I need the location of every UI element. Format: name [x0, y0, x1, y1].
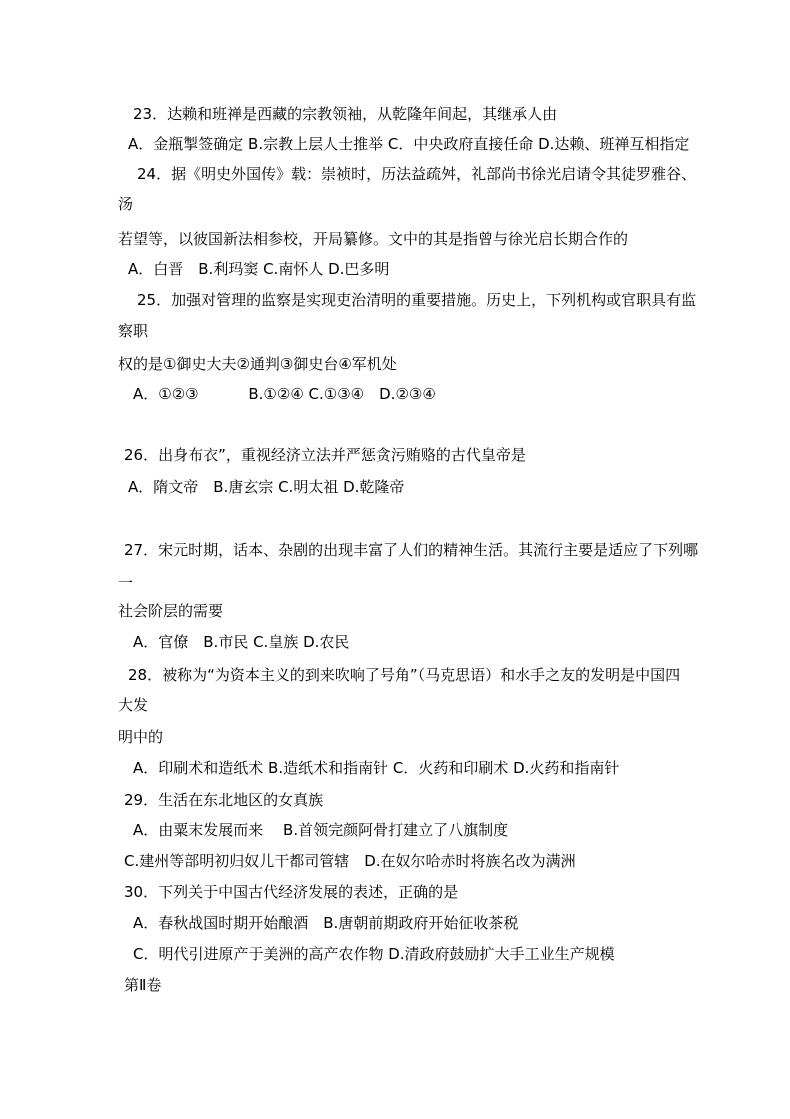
q27-stem: 27．宋元时期，话本、杂剧的出现丰富了人们的精神生活。其流行主要是适应了下列哪: [124, 541, 699, 559]
q30-options-row-2: C．明代引进原产于美洲的高产农作物 D.清政府鼓励扩大手工业生产规模: [133, 945, 615, 963]
q25-stem: 25．加强对管理的监察是实现吏治清明的重要措施。历史上，下列机构或官职具有监: [137, 291, 697, 309]
q29-stem: 29．生活在东北地区的女真族: [124, 791, 324, 809]
q28-stem: 28．被称为“为资本主义的到来吹响了号角”（马克思语）和水手之友的发明是中国四: [128, 666, 681, 684]
q30-options-row-1: A．春秋战国时期开始酿酒 B.唐朝前期政府开始征收茶税: [133, 914, 519, 932]
q28-options: A．印刷术和造纸术 B.造纸术和指南针 C．火药和印刷术 D.火药和指南针: [133, 759, 620, 777]
q24-options: A．白晋 B.利玛窦 C.南怀人 D.巴多明: [128, 260, 390, 278]
q30-stem: 30．下列关于中国古代经济发展的表述，正确的是: [124, 883, 459, 901]
q24-stem: 24．据《明史外国传》载：崇祯时，历法益疏舛，礼部尚书徐光启请令其徒罗雅谷、: [137, 165, 697, 183]
q25-stem-wrap-2: 权的是①御史大夫②通判③御史台④军机处: [118, 355, 397, 373]
q29-options-row-1: A．由粟末发展而来 B.首领完颜阿骨打建立了八旗制度: [133, 821, 509, 839]
q24-stem-wrap-2: 若望等，以彼国新法相参校，开局纂修。文中的其是指曾与徐光启长期合作的: [118, 230, 629, 248]
q26-options: A．隋文帝 B.唐玄宗 C.明太祖 D.乾隆帝: [128, 478, 405, 496]
section-heading: 第Ⅱ卷: [124, 976, 162, 994]
q27-stem-wrap-1: 一: [118, 574, 134, 592]
q23-stem: 23．达赖和班禅是西藏的宗教领袖，从乾隆年间起，其继承人由: [133, 105, 558, 123]
q29-options-row-2: C.建州等部明初归奴儿干都司管辖 D.在奴尔哈赤时将族名改为满洲: [124, 852, 576, 870]
q28-stem-wrap-1: 大发: [118, 696, 149, 714]
q27-stem-wrap-2: 社会阶层的需要: [118, 602, 224, 620]
q23-options: A．金瓶掣签确定 B.宗教上层人士推举 C．中央政府直接任命 D.达赖、班禅互相指定: [128, 135, 690, 153]
q27-options: A．官僚 B.市民 C.皇族 D.农民: [133, 633, 350, 651]
q25-stem-wrap-1: 察职: [118, 322, 149, 340]
q28-stem-wrap-2: 明中的: [118, 728, 164, 746]
q26-stem: 26．出身布衣”，重视经济立法并严惩贪污贿赂的古代皇帝是: [124, 446, 526, 464]
q24-stem-wrap-1: 汤: [118, 195, 134, 213]
q25-options: A．①②③ B.①②④ C.①③④ D.②③④: [133, 385, 436, 403]
